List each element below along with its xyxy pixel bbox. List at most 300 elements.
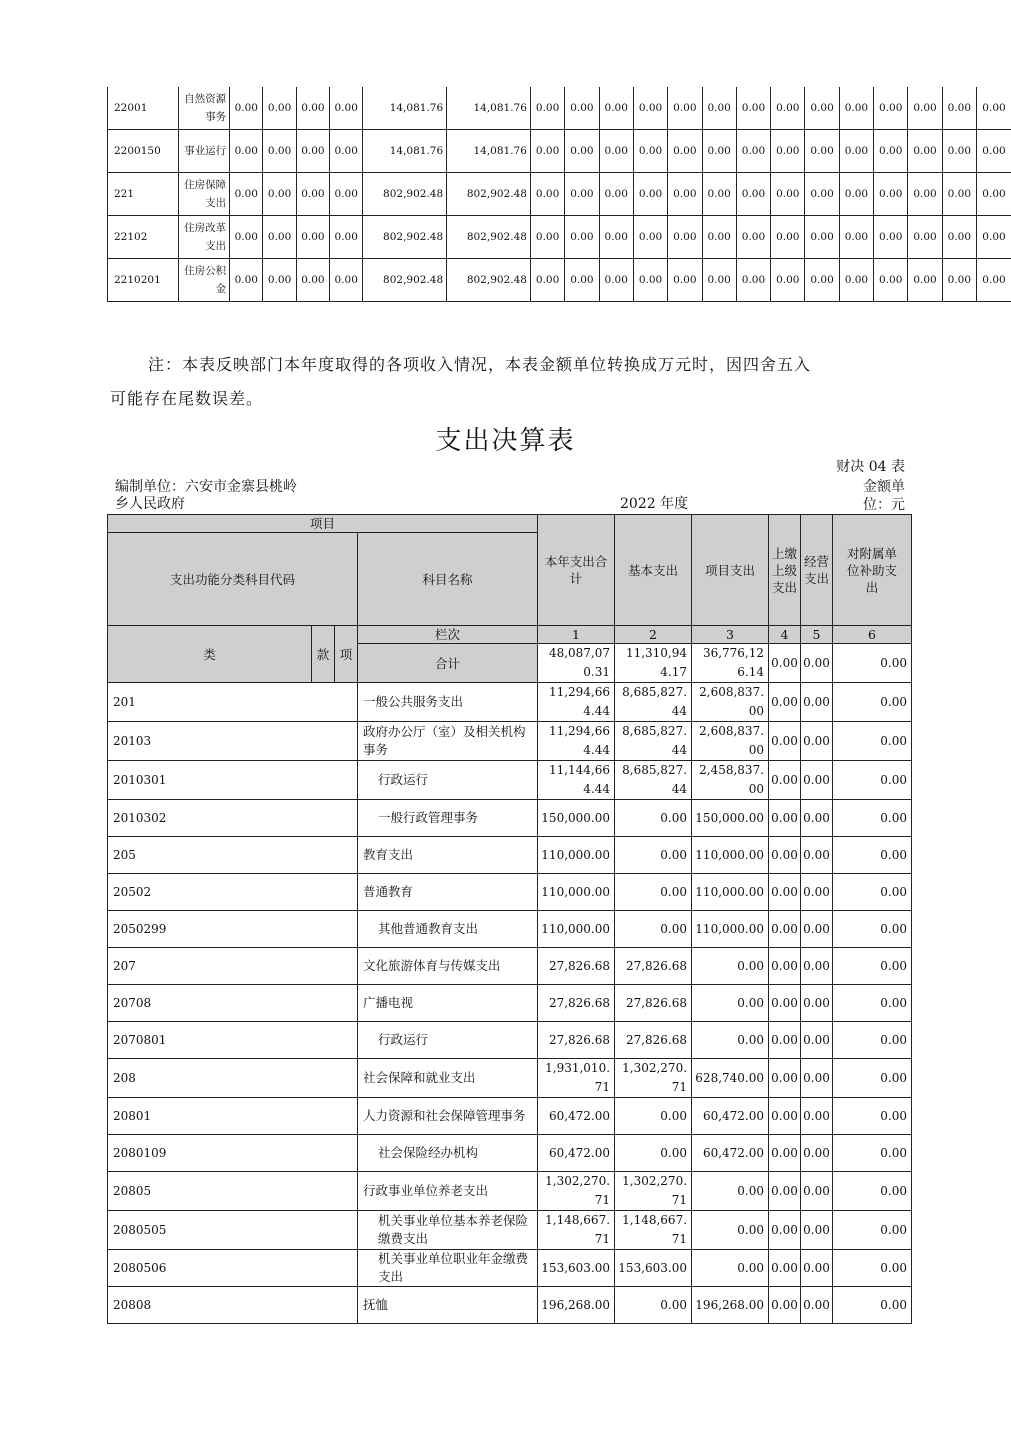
total-amount: 110,000.00	[538, 874, 615, 911]
basic-amount: 27,826.68	[615, 1022, 692, 1059]
amount-cell: 0.00	[702, 216, 736, 259]
amount-cell: 0.00	[839, 259, 873, 302]
table-row	[108, 1172, 912, 1211]
table-row	[108, 1098, 912, 1135]
amount-cell: 0.00	[633, 87, 667, 130]
row-index-label: 栏次	[358, 626, 538, 644]
business-amount: 0.00	[801, 911, 833, 948]
amount-cell: 14,081.76	[363, 87, 447, 130]
amount-cell: 0.00	[599, 259, 633, 302]
amount-cell: 0.00	[230, 216, 263, 259]
subsidy-amount: 0.00	[833, 1059, 912, 1098]
basic-amount: 0.00	[615, 1135, 692, 1172]
compiling-unit-line-1: 编制单位：六安市金寨县桃岭	[115, 479, 297, 495]
subsidy-amount: 0.00	[833, 1098, 912, 1135]
amount-cell: 0.00	[736, 87, 770, 130]
amount-cell: 0.00	[668, 259, 702, 302]
amount-cell: 0.00	[633, 259, 667, 302]
amount-cell: 0.00	[530, 216, 564, 259]
amount-cell: 0.00	[668, 216, 702, 259]
code-header: 支出功能分类科目代码	[108, 533, 358, 626]
basic-amount: 8,685,827.44	[615, 722, 692, 761]
amount-unit-line-2: 位：元	[863, 497, 905, 513]
total-amount: 1,148,667.71	[538, 1211, 615, 1250]
table-row	[108, 985, 912, 1022]
subject-code: 2010301	[108, 761, 358, 800]
subject-name: 住房改革支出	[178, 216, 229, 259]
amount-cell: 0.00	[942, 259, 976, 302]
upper-amount: 0.00	[769, 837, 801, 874]
amount-cell: 0.00	[942, 216, 976, 259]
col-index-5: 5	[801, 626, 833, 644]
total-amount: 27,826.68	[538, 1022, 615, 1059]
upper-amount: 0.00	[769, 874, 801, 911]
subject-name: 社会保险经办机构	[358, 1135, 538, 1172]
subject-name: 一般行政管理事务	[358, 800, 538, 837]
project-amount: 0.00	[692, 948, 769, 985]
subject-name: 行政事业单位养老支出	[358, 1172, 538, 1211]
table-row	[108, 216, 1011, 259]
project-amount: 628,740.00	[692, 1059, 769, 1098]
business-amount: 0.00	[801, 722, 833, 761]
business-amount: 0.00	[801, 874, 833, 911]
subject-code: 201	[108, 683, 358, 722]
project-amount: 0.00	[692, 1250, 769, 1287]
table-row	[108, 1211, 912, 1250]
amount-cell: 0.00	[874, 216, 908, 259]
amount-cell: 0.00	[230, 87, 263, 130]
amount-cell: 0.00	[330, 87, 363, 130]
amount-cell: 14,081.76	[447, 130, 531, 173]
amount-cell: 0.00	[263, 130, 296, 173]
amount-cell: 0.00	[668, 173, 702, 216]
amount-cell: 802,902.48	[447, 173, 531, 216]
amount-cell: 0.00	[805, 259, 839, 302]
amount-cell: 0.00	[565, 216, 599, 259]
amount-cell: 0.00	[908, 130, 942, 173]
sum-upper: 0.00	[769, 644, 801, 683]
table-row	[108, 683, 912, 722]
amount-cell: 0.00	[633, 130, 667, 173]
amount-cell: 0.00	[874, 87, 908, 130]
subsidy-amount: 0.00	[833, 1022, 912, 1059]
amount-cell: 0.00	[330, 259, 363, 302]
amount-cell: 0.00	[633, 216, 667, 259]
amount-cell: 0.00	[977, 216, 1011, 259]
subject-name: 其他普通教育支出	[358, 911, 538, 948]
subsidy-amount: 0.00	[833, 800, 912, 837]
amount-cell: 0.00	[565, 130, 599, 173]
total-amount: 110,000.00	[538, 911, 615, 948]
upper-amount: 0.00	[769, 1135, 801, 1172]
form-number: 财决 04 表	[836, 459, 905, 475]
sum-subsidy: 0.00	[833, 644, 912, 683]
basic-amount: 0.00	[615, 1098, 692, 1135]
subsidy-header: 对附属单位补助支出	[833, 515, 912, 626]
upper-amount: 0.00	[769, 948, 801, 985]
amount-cell: 0.00	[977, 130, 1011, 173]
amount-cell: 0.00	[530, 87, 564, 130]
project-amount: 2,458,837.00	[692, 761, 769, 800]
basic-amount: 1,302,270.71	[615, 1059, 692, 1098]
col-index-4: 4	[769, 626, 801, 644]
amount-cell: 0.00	[230, 173, 263, 216]
subject-code: 2210201	[108, 259, 179, 302]
amount-cell: 0.00	[908, 173, 942, 216]
subject-name: 教育支出	[358, 837, 538, 874]
upper-amount: 0.00	[769, 761, 801, 800]
subsidy-amount: 0.00	[833, 722, 912, 761]
total-amount: 11,144,664.44	[538, 761, 615, 800]
table-row	[108, 1287, 912, 1324]
upper-level-header: 上缴上级支出	[769, 515, 801, 626]
total-header: 本年支出合计	[538, 515, 615, 626]
business-amount: 0.00	[801, 1250, 833, 1287]
amount-cell: 0.00	[599, 130, 633, 173]
subsidy-amount: 0.00	[833, 948, 912, 985]
amount-cell: 0.00	[839, 130, 873, 173]
amount-cell: 0.00	[908, 216, 942, 259]
business-amount: 0.00	[801, 1211, 833, 1250]
amount-cell: 0.00	[263, 259, 296, 302]
project-amount: 196,268.00	[692, 1287, 769, 1324]
subject-code: 20103	[108, 722, 358, 761]
upper-amount: 0.00	[769, 1172, 801, 1211]
amount-cell: 0.00	[230, 130, 263, 173]
subsidy-amount: 0.00	[833, 985, 912, 1022]
subject-name: 普通教育	[358, 874, 538, 911]
table-row	[108, 1022, 912, 1059]
subject-name: 人力资源和社会保障管理事务	[358, 1098, 538, 1135]
table-row	[108, 87, 1011, 130]
subject-code: 221	[108, 173, 179, 216]
subject-code: 20502	[108, 874, 358, 911]
total-amount: 110,000.00	[538, 837, 615, 874]
amount-cell: 0.00	[771, 216, 805, 259]
total-amount: 27,826.68	[538, 985, 615, 1022]
amount-cell: 0.00	[908, 87, 942, 130]
total-amount: 196,268.00	[538, 1287, 615, 1324]
compiling-unit-line-2: 乡人民政府	[115, 496, 185, 512]
col-index-3: 3	[692, 626, 769, 644]
subject-code: 2080505	[108, 1211, 358, 1250]
amount-cell: 0.00	[736, 259, 770, 302]
total-amount: 11,294,664.44	[538, 683, 615, 722]
basic-amount: 0.00	[615, 1287, 692, 1324]
project-amount: 110,000.00	[692, 837, 769, 874]
sum-label: 合计	[358, 644, 538, 683]
table-row	[108, 911, 912, 948]
amount-cell: 14,081.76	[363, 130, 447, 173]
subject-name: 政府办公厅（室）及相关机构事务	[358, 722, 538, 761]
amount-cell: 0.00	[296, 173, 329, 216]
table-note	[110, 348, 910, 416]
total-amount: 150,000.00	[538, 800, 615, 837]
total-amount: 153,603.00	[538, 1250, 615, 1287]
amount-cell: 0.00	[530, 173, 564, 216]
amount-cell: 0.00	[771, 130, 805, 173]
xiang-header: 项	[335, 626, 358, 683]
subject-code: 2200150	[108, 130, 179, 173]
sum-basic: 11,310,944.17	[615, 644, 692, 683]
amount-unit	[863, 478, 905, 514]
subsidy-amount: 0.00	[833, 911, 912, 948]
total-amount: 11,294,664.44	[538, 722, 615, 761]
amount-cell: 0.00	[805, 216, 839, 259]
amount-cell: 802,902.48	[447, 216, 531, 259]
basic-amount: 1,302,270.71	[615, 1172, 692, 1211]
amount-cell: 0.00	[530, 259, 564, 302]
business-amount: 0.00	[801, 761, 833, 800]
amount-cell: 0.00	[874, 130, 908, 173]
total-amount: 60,472.00	[538, 1098, 615, 1135]
col-index-1: 1	[538, 626, 615, 644]
upper-amount: 0.00	[769, 1287, 801, 1324]
subject-name: 一般公共服务支出	[358, 683, 538, 722]
col-index-6: 6	[833, 626, 912, 644]
total-amount: 60,472.00	[538, 1135, 615, 1172]
table-row	[108, 130, 1011, 173]
upper-amount: 0.00	[769, 722, 801, 761]
lei-header: 类	[108, 626, 312, 683]
amount-cell: 0.00	[230, 259, 263, 302]
expenditure-table	[107, 514, 912, 1324]
total-amount: 1,931,010.71	[538, 1059, 615, 1098]
basic-amount: 8,685,827.44	[615, 683, 692, 722]
amount-cell: 0.00	[599, 173, 633, 216]
project-amount: 2,608,837.00	[692, 683, 769, 722]
amount-cell: 0.00	[702, 173, 736, 216]
subject-code: 20801	[108, 1098, 358, 1135]
amount-cell: 0.00	[702, 87, 736, 130]
project-amount: 110,000.00	[692, 911, 769, 948]
table-row	[108, 1135, 912, 1172]
project-amount: 0.00	[692, 1022, 769, 1059]
subject-code: 22102	[108, 216, 179, 259]
business-amount: 0.00	[801, 1098, 833, 1135]
amount-cell: 0.00	[330, 173, 363, 216]
upper-amount: 0.00	[769, 1098, 801, 1135]
subject-name: 事业运行	[178, 130, 229, 173]
amount-cell: 0.00	[839, 173, 873, 216]
amount-cell: 0.00	[599, 216, 633, 259]
note-line-1: 注：本表反映部门本年度取得的各项收入情况，本表金额单位转换成万元时，因四舍五入	[148, 355, 812, 374]
amount-cell: 0.00	[263, 216, 296, 259]
amount-cell: 0.00	[805, 87, 839, 130]
project-amount: 60,472.00	[692, 1098, 769, 1135]
sum-total: 48,087,070.31	[538, 644, 615, 683]
subject-name: 抚恤	[358, 1287, 538, 1324]
business-amount: 0.00	[801, 1022, 833, 1059]
table-row	[108, 874, 912, 911]
table-row	[108, 761, 912, 800]
subject-name: 机关事业单位基本养老保险缴费支出	[358, 1211, 538, 1250]
sum-project: 36,776,126.14	[692, 644, 769, 683]
upper-amount: 0.00	[769, 1059, 801, 1098]
subject-code: 2070801	[108, 1022, 358, 1059]
subject-name: 机关事业单位职业年金缴费支出	[358, 1250, 538, 1287]
amount-cell: 0.00	[599, 87, 633, 130]
table-row	[108, 948, 912, 985]
basic-amount: 0.00	[615, 874, 692, 911]
amount-cell: 0.00	[565, 259, 599, 302]
amount-cell: 0.00	[296, 87, 329, 130]
note-line-2: 可能存在尾数误差。	[110, 389, 264, 408]
amount-cell: 0.00	[668, 130, 702, 173]
business-header: 经营支出	[801, 515, 833, 626]
subject-code: 22001	[108, 87, 179, 130]
subject-code: 2080506	[108, 1250, 358, 1287]
amount-cell: 0.00	[736, 173, 770, 216]
basic-amount: 0.00	[615, 911, 692, 948]
total-amount: 27,826.68	[538, 948, 615, 985]
kuan-header: 款	[312, 626, 335, 683]
business-amount: 0.00	[801, 683, 833, 722]
amount-cell: 0.00	[805, 130, 839, 173]
table-row	[108, 1250, 912, 1287]
amount-cell: 0.00	[296, 259, 329, 302]
amount-cell: 802,902.48	[363, 259, 447, 302]
upper-amount: 0.00	[769, 911, 801, 948]
col-index-2: 2	[615, 626, 692, 644]
upper-amount: 0.00	[769, 1022, 801, 1059]
subject-code: 2050299	[108, 911, 358, 948]
business-amount: 0.00	[801, 1287, 833, 1324]
table-row	[108, 837, 912, 874]
basic-amount: 153,603.00	[615, 1250, 692, 1287]
amount-cell: 0.00	[565, 173, 599, 216]
amount-cell: 0.00	[874, 173, 908, 216]
project-header: 项目	[108, 515, 538, 533]
business-amount: 0.00	[801, 800, 833, 837]
table-row	[108, 800, 912, 837]
amount-cell: 0.00	[771, 173, 805, 216]
amount-cell: 0.00	[736, 130, 770, 173]
table-row	[108, 259, 1011, 302]
amount-cell: 0.00	[942, 173, 976, 216]
upper-amount: 0.00	[769, 1211, 801, 1250]
basic-amount: 8,685,827.44	[615, 761, 692, 800]
amount-cell: 0.00	[668, 87, 702, 130]
upper-amount: 0.00	[769, 1250, 801, 1287]
project-amount: 0.00	[692, 1172, 769, 1211]
subject-name: 住房公积金	[178, 259, 229, 302]
amount-unit-line-1: 金额单	[863, 479, 905, 495]
sum-business: 0.00	[801, 644, 833, 683]
amount-cell: 0.00	[330, 130, 363, 173]
amount-cell: 0.00	[874, 259, 908, 302]
subject-code: 20808	[108, 1287, 358, 1324]
amount-cell: 14,081.76	[447, 87, 531, 130]
subject-code: 205	[108, 837, 358, 874]
amount-cell: 0.00	[977, 173, 1011, 216]
amount-cell: 0.00	[942, 87, 976, 130]
amount-cell: 0.00	[839, 87, 873, 130]
business-amount: 0.00	[801, 1059, 833, 1098]
project-amount: 0.00	[692, 1211, 769, 1250]
subsidy-amount: 0.00	[833, 1250, 912, 1287]
subject-name: 住房保障支出	[178, 173, 229, 216]
amount-cell: 0.00	[296, 216, 329, 259]
business-amount: 0.00	[801, 1135, 833, 1172]
business-amount: 0.00	[801, 837, 833, 874]
amount-cell: 802,902.48	[363, 173, 447, 216]
fiscal-year: 2022 年度	[620, 496, 689, 512]
basic-amount: 1,148,667.71	[615, 1211, 692, 1250]
amount-cell: 0.00	[702, 130, 736, 173]
subject-name: 社会保障和就业支出	[358, 1059, 538, 1098]
name-header: 科目名称	[358, 533, 538, 626]
business-amount: 0.00	[801, 1172, 833, 1211]
subject-name: 文化旅游体育与传媒支出	[358, 948, 538, 985]
amount-cell: 0.00	[977, 87, 1011, 130]
amount-cell: 0.00	[942, 130, 976, 173]
amount-cell: 0.00	[977, 259, 1011, 302]
amount-cell: 0.00	[908, 259, 942, 302]
subsidy-amount: 0.00	[833, 1211, 912, 1250]
amount-cell: 0.00	[263, 87, 296, 130]
amount-cell: 802,902.48	[363, 216, 447, 259]
total-amount: 1,302,270.71	[538, 1172, 615, 1211]
upper-amount: 0.00	[769, 800, 801, 837]
subject-code: 20805	[108, 1172, 358, 1211]
basic-amount: 27,826.68	[615, 948, 692, 985]
subject-code: 2080109	[108, 1135, 358, 1172]
subject-name: 自然资源事务	[178, 87, 229, 130]
project-amount: 0.00	[692, 985, 769, 1022]
basic-amount: 0.00	[615, 837, 692, 874]
table-row	[108, 173, 1011, 216]
amount-cell: 0.00	[771, 259, 805, 302]
table-title: 支出决算表	[435, 426, 576, 456]
subsidy-amount: 0.00	[833, 1172, 912, 1211]
subject-name: 行政运行	[358, 1022, 538, 1059]
subsidy-amount: 0.00	[833, 761, 912, 800]
basic-amount: 0.00	[615, 800, 692, 837]
project-amount: 150,000.00	[692, 800, 769, 837]
amount-cell: 802,902.48	[447, 259, 531, 302]
basic-header: 基本支出	[615, 515, 692, 626]
table-row	[108, 722, 912, 761]
business-amount: 0.00	[801, 948, 833, 985]
project-amount: 110,000.00	[692, 874, 769, 911]
subject-code: 20708	[108, 985, 358, 1022]
amount-cell: 0.00	[263, 173, 296, 216]
business-amount: 0.00	[801, 985, 833, 1022]
subject-code: 208	[108, 1059, 358, 1098]
amount-cell: 0.00	[530, 130, 564, 173]
project-expense-header: 项目支出	[692, 515, 769, 626]
amount-cell: 0.00	[330, 216, 363, 259]
table-row	[108, 1059, 912, 1098]
amount-cell: 0.00	[736, 216, 770, 259]
amount-cell: 0.00	[771, 87, 805, 130]
basic-amount: 27,826.68	[615, 985, 692, 1022]
subsidy-amount: 0.00	[833, 1135, 912, 1172]
project-amount: 2,608,837.00	[692, 722, 769, 761]
amount-cell: 0.00	[565, 87, 599, 130]
income-table-continued	[107, 87, 1011, 302]
subsidy-amount: 0.00	[833, 1287, 912, 1324]
subject-code: 2010302	[108, 800, 358, 837]
project-amount: 60,472.00	[692, 1135, 769, 1172]
subsidy-amount: 0.00	[833, 683, 912, 722]
amount-cell: 0.00	[633, 173, 667, 216]
upper-amount: 0.00	[769, 985, 801, 1022]
subject-code: 207	[108, 948, 358, 985]
subject-name: 广播电视	[358, 985, 538, 1022]
amount-cell: 0.00	[805, 173, 839, 216]
